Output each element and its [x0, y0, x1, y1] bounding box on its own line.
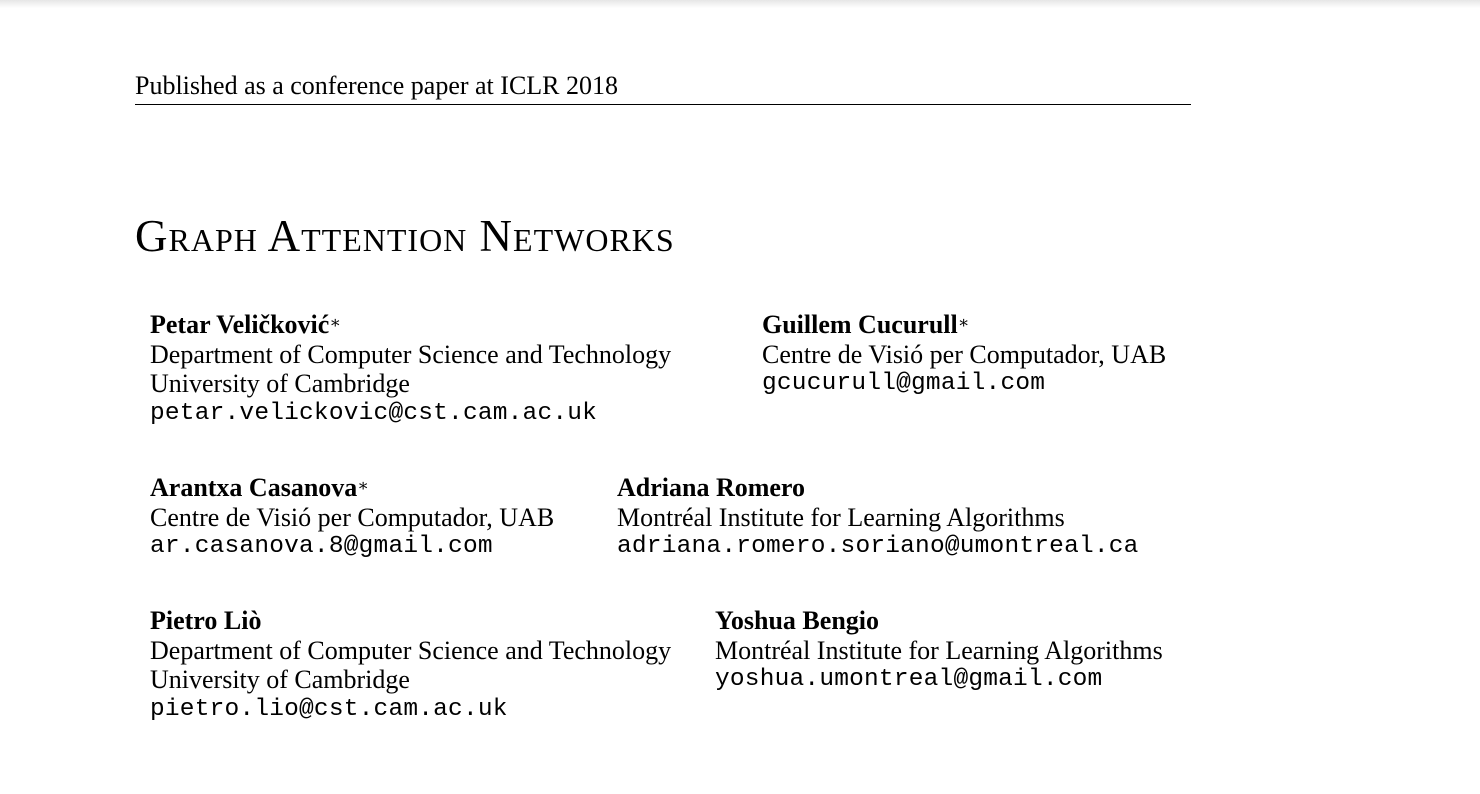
viewer-top-shadow: [0, 0, 1480, 8]
author-name: Guillem Cucurull∗: [762, 310, 970, 339]
author-name: Arantxa Casanova∗: [150, 473, 369, 502]
author-affiliation: Montréal Institute for Learning Algorithms: [715, 635, 1163, 665]
author-affiliation: Centre de Visió per Computador, UAB: [150, 502, 555, 532]
equal-contribution-mark: ∗: [357, 476, 369, 495]
author-email[interactable]: adriana.romero.soriano@umontreal.ca: [617, 533, 1139, 560]
author-email[interactable]: yoshua.umontreal@gmail.com: [715, 666, 1103, 693]
author-email[interactable]: petar.velickovic@cst.cam.ac.uk: [150, 399, 598, 427]
author-affiliation: Montréal Institute for Learning Algorithms: [617, 502, 1065, 532]
paper-title: Graph Attention Networks: [135, 211, 675, 261]
author-block: [617, 473, 1139, 562]
author-name: Pietro Liò: [150, 606, 262, 635]
author-block: [150, 606, 671, 724]
author-name: Petar Veličković∗: [150, 310, 341, 339]
author-block: [150, 473, 554, 562]
author-block: [150, 310, 671, 428]
equal-contribution-mark: ∗: [329, 313, 341, 332]
author-email[interactable]: gcucurull@gmail.com: [762, 370, 1046, 397]
author-affiliation: Centre de Visió per Computador, UAB: [762, 339, 1167, 369]
author-name: Adriana Romero: [617, 473, 806, 502]
author-affiliation: Department of Computer Science and Technology: [150, 635, 672, 665]
equal-contribution-mark: ∗: [957, 313, 970, 332]
running-header: Published as a conference paper at ICLR 2018: [135, 70, 1191, 105]
author-affiliation: Department of Computer Science and Technology: [150, 339, 672, 369]
author-block: [715, 606, 1163, 695]
author-email[interactable]: ar.casanova.8@gmail.com: [150, 533, 493, 560]
author-affiliation: University of Cambridge: [150, 665, 410, 694]
author-name: Yoshua Bengio: [715, 606, 879, 635]
author-block: [762, 310, 1166, 399]
author-email[interactable]: pietro.lio@cst.cam.ac.uk: [150, 695, 508, 723]
author-affiliation: University of Cambridge: [150, 369, 410, 398]
